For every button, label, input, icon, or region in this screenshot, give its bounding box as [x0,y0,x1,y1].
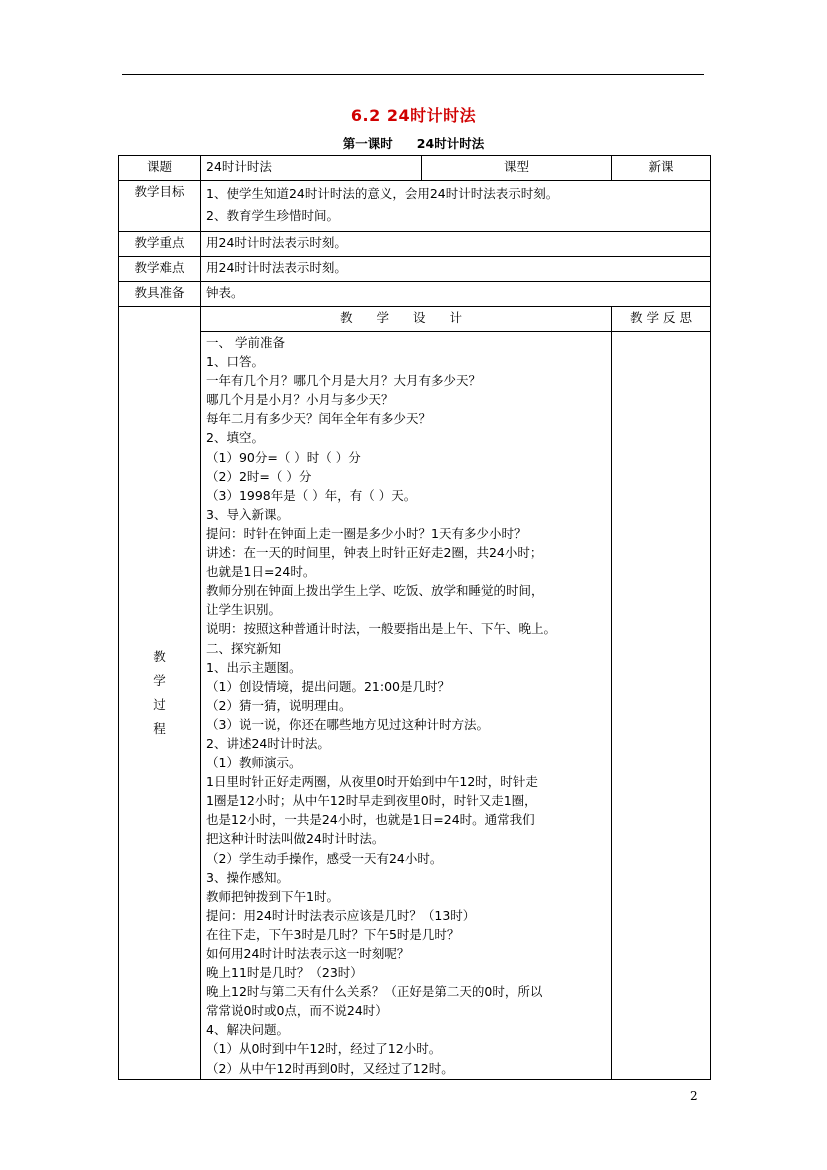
type-value: 新课 [612,156,711,181]
process-line: （2）猜一猜，说明理由。 [206,697,352,713]
process-line: 让学生识别。 [206,602,282,618]
process-line: （2）学生动手操作，感受一天有24小时。 [206,850,443,866]
process-line: 一年有几个月？哪几个月是大月？大月有多少天？ [206,373,482,389]
reflection-label: 教 学 反 思 [612,307,711,332]
row-tools [119,282,711,307]
process-line: 说明：按照这种普通计时法，一般要指出是上午、下午、晚上。 [206,621,557,637]
process-line: 2、填空。 [206,430,264,446]
subtitle-topic: 24时计时法 [416,136,485,151]
tools-value: 钟表。 [201,282,711,307]
process-line: 1、口答。 [206,354,264,370]
difficulty-value: 用24时计时法表示时刻。 [201,257,711,282]
goal-item: 2、教育学生珍惜时间。 [206,208,339,223]
process-label [119,307,201,1080]
header-rule [122,74,704,75]
process-line: （1）从0时到中午12时，经过了12小时。 [206,1041,442,1057]
process-line: 常常说0时或0点，而不说24时） [206,1003,388,1019]
process-line: （2）从中午12时再到0时，又经过了12时。 [206,1060,454,1076]
process-line: 也就是1日=24时。 [206,564,316,580]
reflection-content [612,332,711,1080]
process-line: （1）90分=（ ）时（ ）分 [206,449,361,465]
process-line: 2、讲述24时计时法。 [206,735,330,751]
key-value: 用24时计时法表示时刻。 [201,232,711,257]
process-line: （3）1998年是（ ）年，有（ ）天。 [206,487,417,503]
process-line: 把这种计时法叫做24时计时法。 [206,831,385,847]
row-design-header [119,307,711,332]
process-line: 在往下走，下午3时是几时？下午5时是几时？ [206,926,460,942]
process-line: 二、探究新知 [206,640,282,656]
process-line: 提问：时针在钟面上走一圈是多少小时？1天有多少小时？ [206,525,527,541]
process-line: 一、 学前准备 [206,335,285,350]
process-line: 3、操作感知。 [206,869,289,885]
row-key-point [119,232,711,257]
process-line: （1）教师演示。 [206,755,302,771]
topic-value: 24时计时法 [201,156,422,181]
process-line: （2）2时=（ ）分 [206,468,312,484]
page-subtitle [0,134,827,152]
subtitle-lesson: 第一课时 [342,136,393,151]
process-line: 4、解决问题。 [206,1022,289,1038]
process-line: 每年二月有多少天？闰年全年有多少天？ [206,411,432,427]
goal-label: 教学目标 [119,181,201,232]
process-char: 教 [153,648,166,664]
design-label: 教 学 设 计 [201,307,612,332]
row-process [119,332,711,1080]
process-line: 哪几个月是小月？小月与多少天？ [206,392,394,408]
difficulty-label: 教学难点 [119,257,201,282]
process-line: （1）创设情境，提出问题。21:00是几时？ [206,678,450,694]
process-content [201,332,612,1080]
process-line: 教师分别在钟面上拨出学生上学、吃饭、放学和睡觉的时间， [206,583,544,599]
process-char: 程 [153,720,166,736]
process-line: 1圈是12小时；从中午12时早走到夜里0时，时针又走1圈， [206,793,537,809]
row-goals [119,181,711,232]
page-title: 6.2 24时计时法 [350,106,477,125]
process-char: 学 [153,672,166,688]
process-line: 1日里时针正好走两圈，从夜里0时开始到中午12时，时针走 [206,774,538,790]
page-number: 2 [690,1089,698,1103]
row-difficulty [119,257,711,282]
goal-item: 1、使学生知道24时计时法的意义，会用24时计时法表示时刻。 [206,186,559,201]
type-label: 课型 [422,156,612,181]
process-line: 1、出示主题图。 [206,659,302,675]
process-line: 也是12小时，一共是24小时，也就是1日=24时。通常我们 [206,812,535,828]
process-line: 晚上11时是几时？（23时） [206,965,363,981]
tools-label: 教具准备 [119,282,201,307]
row-topic [119,156,711,181]
process-line: 如何用24时计时法表示这一时刻呢？ [206,946,410,961]
process-line: 晚上12时与第二天有什么关系？（正好是第二天的0时，所以 [206,984,543,1000]
goal-content [201,181,711,232]
process-line: 讲述：在一天的时间里，钟表上时针正好走2圈，共24小时； [206,545,543,561]
process-line: 教师把钟拨到下午1时。 [206,888,339,904]
process-line: （3）说一说，你还在哪些地方见过这种计时方法。 [206,716,489,732]
process-line: 3、导入新课。 [206,506,289,522]
key-label: 教学重点 [119,232,201,257]
topic-label: 课题 [119,156,201,181]
lesson-plan-table [118,155,711,1080]
process-char: 过 [153,696,166,712]
process-line: 提问：用24时计时法表示应该是几时？（13时） [206,907,476,923]
